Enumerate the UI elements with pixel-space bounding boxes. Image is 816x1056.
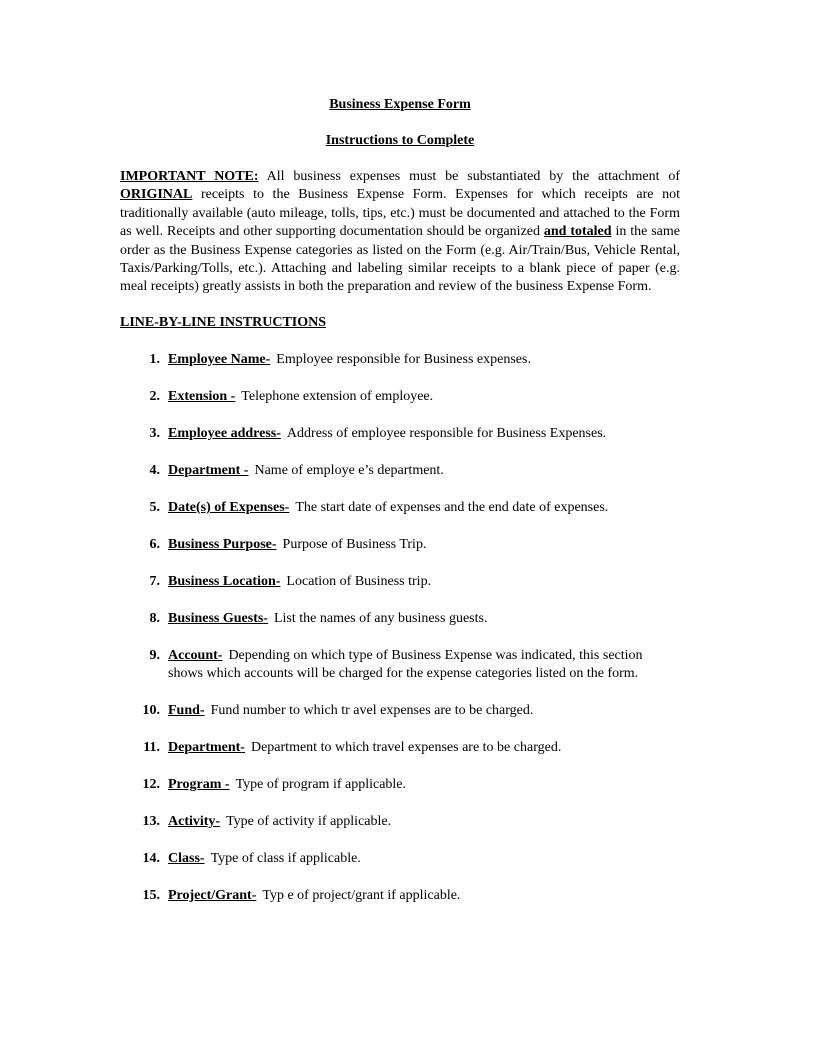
instruction-term: Employee address- [168,425,281,441]
instruction-item [120,850,680,868]
original-emphasis: ORIGINAL [120,187,193,203]
instruction-item [120,702,680,720]
instruction-term: Class- [168,851,205,867]
important-note-text-3: in the same order as the Business Expense categories as listed on the Form (e.g. Air/Train/Bus, Vehicle Rental, Taxis/Parking/Tolls, etc.). Attaching and labeling similar receipts to a blank piece of paper (e.g. meal receipts) greatly assists in both the preparation and review of the business Expense Form. [120,224,680,295]
instruction-number: 14. [142,851,160,867]
instruction-item [120,462,680,480]
instruction-item [120,388,680,406]
instruction-number: 11. [143,740,160,756]
important-note [120,168,680,297]
instruction-number: 2. [149,388,160,404]
instruction-term: Date(s) of Expenses- [168,499,290,515]
instruction-term: Business Guests- [168,610,268,626]
instruction-number: 13. [142,814,160,830]
instruction-term: Project/Grant- [168,888,257,904]
document-subtitle: Instructions to Complete [325,133,475,148]
instruction-item [120,813,680,831]
instruction-number: 12. [142,777,160,793]
instruction-number: 8. [149,610,160,626]
instruction-number: 10. [142,703,160,719]
instruction-list [120,351,680,906]
instruction-description: Address of employee responsible for Business Expenses. [286,425,607,441]
instruction-description: List the names of any business guests. [273,610,488,626]
instruction-item [120,739,680,757]
instruction-item [120,425,680,443]
instruction-description: The start date of expenses and the end date of expenses. [295,499,609,515]
instruction-item [120,536,680,554]
instruction-term: Department- [168,740,245,756]
instruction-description: Type of activity if applicable. [226,814,392,830]
instruction-description: Type of program if applicable. [235,777,407,793]
instruction-item [120,573,680,591]
instruction-term: Business Location- [168,573,281,589]
instruction-description: Purpose of Business Trip. [282,536,427,552]
instruction-item [120,647,680,684]
instruction-number: 5. [149,499,160,515]
instruction-term: Account- [168,647,223,663]
and-totaled-emphasis: and totaled [543,224,612,240]
important-note-text-1: All business expenses must be substantiated by the attachment of [258,169,680,184]
instruction-description: Fund number to which tr avel expenses are to be charged. [210,703,534,719]
instruction-item [120,887,680,905]
instruction-item [120,610,680,628]
instruction-description: Location of Business trip. [286,573,432,589]
instruction-item [120,351,680,369]
instruction-description: Employee responsible for Business expenses. [276,351,531,367]
line-by-line-heading: LINE-BY-LINE INSTRUCTIONS [120,314,327,330]
instruction-number: 7. [149,573,160,589]
instruction-term: Employee Name- [168,351,271,367]
instruction-number: 15. [142,888,160,904]
document-title: Business Expense Form [329,97,471,112]
instruction-number: 9. [149,647,160,663]
instruction-description: Type of class if applicable. [210,851,361,867]
instruction-number: 3. [149,425,160,441]
instruction-description: Department to which travel expenses are to be charged. [250,740,562,756]
instruction-description: Typ e of project/grant if applicable. [262,888,461,904]
instruction-description: Telephone extension of employee. [241,388,434,404]
instruction-term: Department - [168,462,249,478]
important-note-label: IMPORTANT NOTE: [120,169,259,184]
instruction-term: Business Purpose- [168,536,277,552]
instruction-number: 6. [149,536,160,552]
document-page [120,96,680,924]
instruction-term: Fund- [168,703,205,719]
instruction-description: Name of employe e’s department. [254,462,444,478]
instruction-term: Extension - [168,388,236,404]
instruction-item [120,776,680,794]
instruction-description: Depending on which type of Business Expense was indicated, this section shows which accounts will be charged for the expense categories listed on the form. [168,647,643,682]
instruction-term: Activity- [168,814,221,830]
instruction-number: 4. [149,462,160,478]
instruction-item [120,499,680,517]
instruction-number: 1. [149,351,160,367]
important-note-text-2: receipts to the Business Expense Form. Expenses for which receipts are not traditionally available (auto mileage, tolls, tips, etc.) must be documented and attached to the Form as well. Receipts and other supporting documentation should be organized [120,187,680,240]
instruction-term: Program - [168,777,230,793]
